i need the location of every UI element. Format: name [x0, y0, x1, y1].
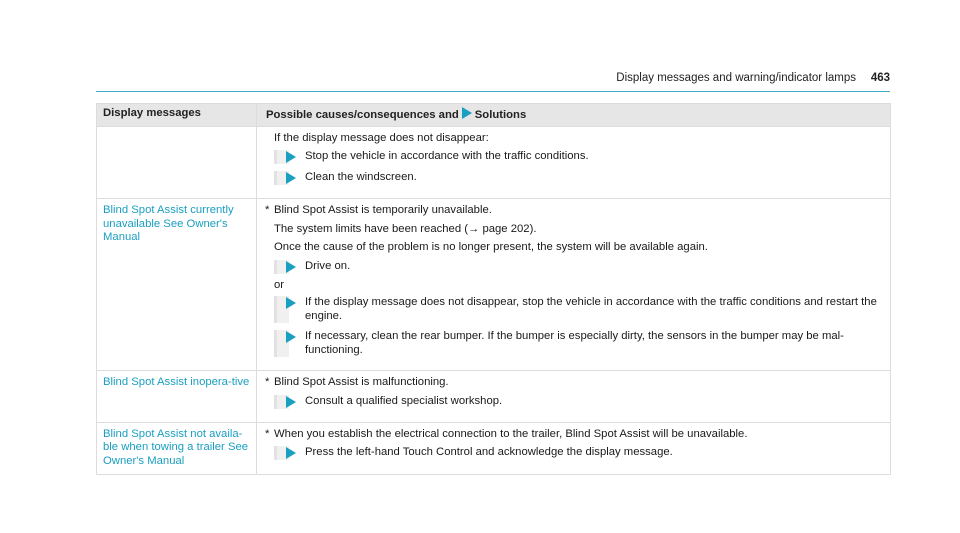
cause-detail: The system limits have been reached (→ page 202). — [274, 222, 537, 235]
step-text: Clean the windscreen. — [305, 171, 417, 183]
intro-text: If the display message does not disappear: — [274, 131, 489, 144]
cause-detail: Once the cause of the problem is no longer present, the system will be available again. — [274, 241, 708, 253]
solution-step — [274, 446, 880, 460]
play-arrow-icon — [286, 331, 296, 343]
message-cell-empty — [97, 126, 257, 199]
table-row — [97, 371, 891, 423]
solution-step — [274, 330, 880, 357]
asterisk-marker: * — [265, 376, 270, 388]
step-text: If the display message does not disappear, stop the vehicle in accordance with the traffic conditions and restart the engine. — [305, 296, 877, 322]
step-text: Press the left-hand Touch Control and acknowledge the display message. — [305, 446, 673, 458]
causes-cell — [257, 199, 891, 371]
running-title: Display messages and warning/indicator lamps — [616, 72, 856, 84]
play-arrow-icon — [286, 151, 296, 163]
column-header-causes-solutions — [257, 104, 891, 127]
causes-cell — [257, 126, 891, 199]
or-separator: or — [274, 278, 285, 291]
display-message-text: Blind Spot Assist not availa-ble when towing a trailer See Owner's Manual — [97, 422, 257, 475]
solution-step — [274, 150, 880, 164]
display-messages-table — [96, 103, 891, 475]
play-arrow-icon — [286, 261, 296, 273]
play-arrow-icon — [286, 172, 296, 184]
solution-step — [274, 171, 880, 185]
play-arrow-icon — [286, 297, 296, 309]
solution-step — [274, 260, 880, 274]
play-arrow-icon — [286, 396, 296, 408]
step-text: Drive on. — [305, 259, 351, 272]
step-text: If necessary, clean the rear bumper. If the bumper is especially dirty, the sensors in the bumper may be mal-functioning. — [305, 330, 844, 356]
column-header-solutions-label: Solutions — [474, 109, 527, 121]
column-header-causes-label: Possible causes/consequences and — [266, 109, 459, 121]
display-message-text: Blind Spot Assist inopera-tive — [97, 371, 257, 423]
cause-label: Blind Spot Assist is malfunctioning. — [274, 376, 449, 388]
table-row — [97, 422, 891, 475]
display-message-text: Blind Spot Assist currently unavailable See Owner's Manual — [97, 199, 257, 371]
step-text: Consult a qualified specialist workshop. — [305, 394, 503, 407]
causes-cell — [257, 422, 891, 475]
table-row — [97, 126, 891, 199]
asterisk-marker: * — [265, 427, 270, 440]
causes-cell — [257, 371, 891, 423]
page-header — [96, 70, 890, 92]
page-number: 463 — [870, 72, 890, 84]
cause-text — [265, 204, 880, 218]
cause-label: When you establish the electrical connection to the trailer, Blind Spot Assist will be unavailable. — [274, 427, 748, 440]
step-text: Stop the vehicle in accordance with the traffic conditions. — [305, 150, 589, 162]
solution-step — [274, 395, 880, 409]
asterisk-marker: * — [265, 204, 270, 216]
table-row — [97, 199, 891, 371]
play-arrow-icon — [286, 447, 296, 459]
cause-label: Blind Spot Assist is temporarily unavailable. — [274, 204, 492, 216]
play-arrow-icon — [462, 107, 472, 119]
column-header-display-messages: Display messages — [97, 104, 257, 127]
cause-text — [265, 428, 880, 442]
table-header-row — [97, 104, 891, 127]
solution-step — [274, 296, 880, 323]
cause-text — [265, 376, 880, 390]
